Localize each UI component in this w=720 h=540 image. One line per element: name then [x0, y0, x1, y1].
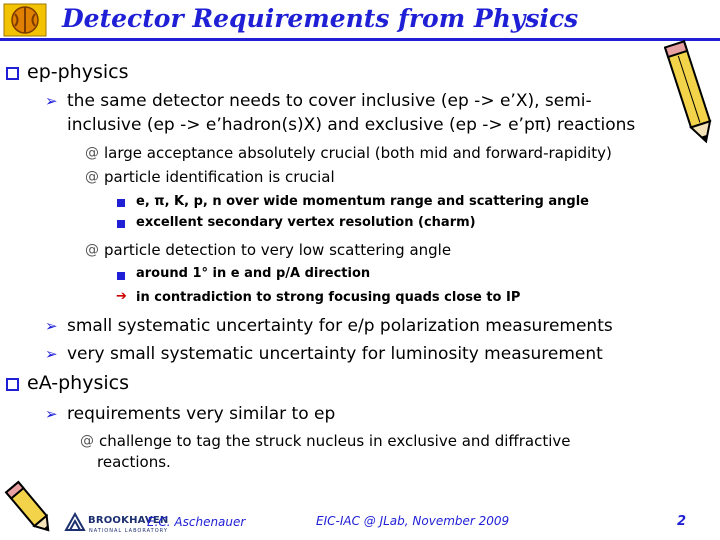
- polarization-item: small systematic uncertainty for e/p polarization measurements: [67, 316, 613, 336]
- low-angle-sub-item-1: around 1° in e and p/A direction: [136, 266, 371, 281]
- arrow-bullet-icon: ➢: [45, 92, 58, 110]
- ea-requirements-item: requirements very similar to ep: [67, 404, 336, 424]
- eic-logo-icon: [3, 3, 47, 37]
- challenge-item-line-1: challenge to tag the struck nucleus in exclusive and diffractive: [99, 432, 571, 450]
- arrow-bullet-icon: ➢: [45, 345, 58, 363]
- pid-sub-item-1: e, π, K, p, n over wide momentum range and scattering angle: [136, 194, 589, 209]
- square-bullet-icon: [117, 220, 125, 228]
- ep-physics-heading: ep-physics: [27, 61, 129, 83]
- at-bullet-icon: @: [85, 145, 99, 161]
- pid-item: particle identification is crucial: [104, 168, 335, 186]
- at-bullet-icon: @: [85, 242, 99, 258]
- low-angle-sub-item-2: in contradiction to strong focusing quads close to IP: [136, 290, 521, 305]
- bnl-logo-subtext: NATIONAL LABORATORY: [89, 528, 168, 534]
- ep-coverage-line-2: inclusive (ep -> e’hadron(s)X) and exclusive (ep -> e’pπ) reactions: [67, 115, 636, 135]
- slide-title: Detector Requirements from Physics: [62, 4, 579, 33]
- square-bullet-icon: [117, 199, 125, 207]
- ep-coverage-line-1: the same detector needs to cover inclusive (ep -> e’X), semi-: [67, 91, 592, 111]
- pid-sub-item-2: excellent secondary vertex resolution (charm): [136, 215, 476, 230]
- arrow-bullet-icon: ➢: [45, 405, 58, 423]
- ea-physics-heading: eA-physics: [27, 372, 129, 394]
- at-bullet-icon: @: [80, 433, 94, 449]
- section-bullet-icon: [6, 67, 19, 80]
- bnl-logo-text: BROOKHAVEN: [88, 515, 169, 526]
- arrow-bullet-icon: ➢: [45, 317, 58, 335]
- luminosity-item: very small systematic uncertainty for luminosity measurement: [67, 344, 603, 364]
- challenge-item-line-2: reactions.: [97, 453, 171, 471]
- square-bullet-icon: [117, 272, 125, 280]
- footer-event: EIC-IAC @ JLab, November 2009: [316, 514, 510, 528]
- at-bullet-icon: @: [85, 169, 99, 185]
- section-bullet-icon: [6, 378, 19, 391]
- low-angle-item: particle detection to very low scattering angle: [104, 241, 452, 259]
- title-underline: [0, 38, 720, 41]
- acceptance-item: large acceptance absolutely crucial (both mid and forward-rapidity): [104, 144, 612, 162]
- bnl-logo-icon: [64, 512, 86, 532]
- page-number: 2: [677, 514, 687, 529]
- pencil-icon: [664, 36, 716, 148]
- pencil-icon: [2, 478, 60, 538]
- footer-author: E.C. Aschenauer: [147, 515, 246, 529]
- right-arrow-icon: ➔: [116, 289, 127, 304]
